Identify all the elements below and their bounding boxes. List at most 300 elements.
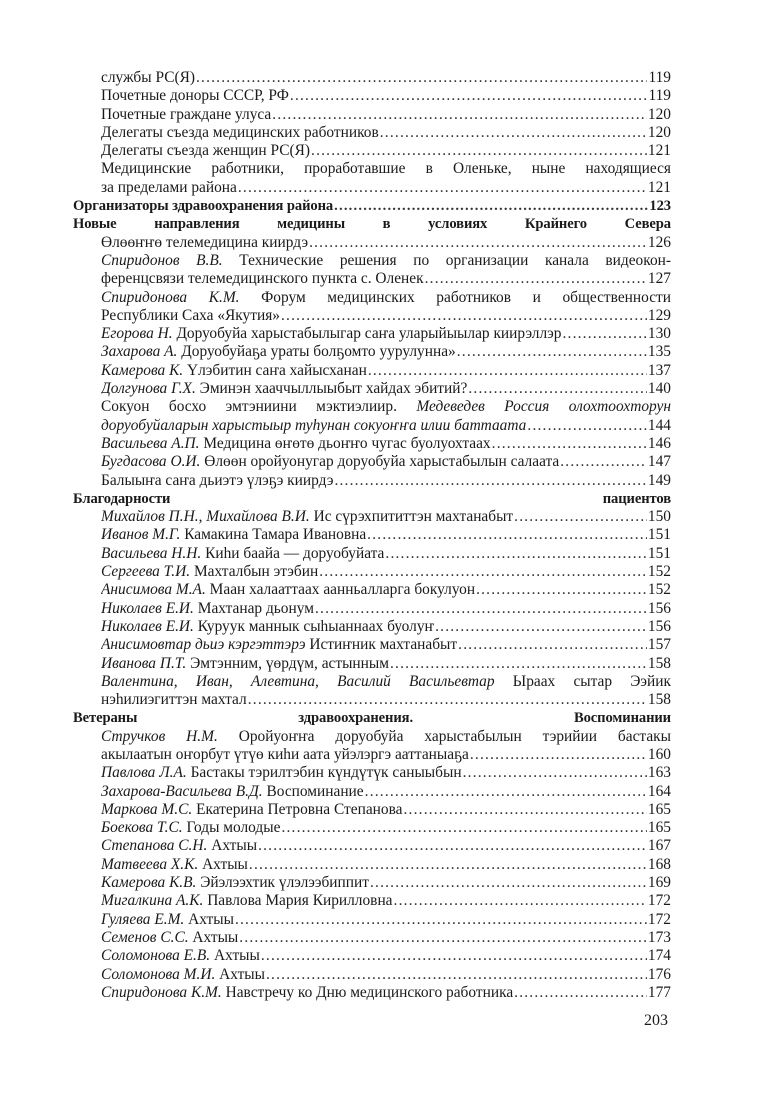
toc-title: Ахтыы — [202, 855, 248, 873]
toc-line — [101, 691, 671, 709]
dot-leader — [527, 417, 647, 435]
toc-line-text — [101, 380, 467, 398]
toc-author: Маркова М.С. — [101, 800, 193, 818]
toc-line-text — [101, 472, 333, 490]
toc-author: Иванов М.Г. — [101, 526, 181, 544]
toc-line-text — [101, 179, 237, 197]
toc-entry — [73, 728, 671, 765]
toc-entry — [73, 911, 671, 929]
toc-line — [101, 911, 671, 929]
toc-line — [101, 655, 671, 673]
toc-page-number: 163 — [647, 764, 671, 782]
toc-title: Куруук маннык сыһыаннаах буолуҥ — [197, 617, 435, 635]
toc-line — [101, 289, 671, 307]
toc-page-number: 177 — [647, 983, 671, 1001]
toc-title: Почетные граждане улуса — [101, 105, 272, 123]
toc-line — [101, 600, 671, 618]
toc-page-number: 135 — [647, 343, 671, 361]
toc-entry — [73, 636, 671, 654]
toc-line-text — [101, 892, 393, 910]
toc-author: Анисимовтар дьиэ кэргэттэрэ — [101, 636, 306, 654]
toc-title: Годы молодые — [186, 819, 281, 837]
toc-line — [101, 874, 671, 892]
toc-title: Үлэбитин саҥа хайысханан — [187, 361, 367, 379]
toc-page-number: 120 — [647, 123, 671, 141]
dot-leader — [258, 837, 647, 855]
toc-line-text — [101, 783, 364, 801]
toc-entry — [73, 508, 671, 526]
toc-author: Михайлов П.Н., Михайлова В.И. — [101, 508, 310, 526]
toc-title: Ахтыы — [214, 947, 260, 965]
toc-line-text — [101, 307, 280, 325]
toc-line-text — [101, 746, 469, 764]
toc-entry — [73, 966, 671, 984]
toc-entry — [73, 874, 671, 892]
toc-page-number: 158 — [647, 691, 671, 709]
toc-line-text — [101, 417, 526, 435]
toc-author: Спиридонова К.М. — [101, 288, 240, 306]
toc-author: Стручков Н.М. — [101, 727, 218, 745]
dot-leader — [281, 819, 646, 837]
toc-line-text — [101, 362, 367, 380]
dot-leader — [266, 966, 647, 984]
toc-page-number: 144 — [647, 416, 671, 434]
toc-title: Доруобуйаҕа ураты болҕомто уурулунна» — [181, 343, 456, 361]
toc-line-text — [101, 655, 389, 673]
toc-page-number: 158 — [647, 654, 671, 672]
toc-line-text — [101, 874, 369, 892]
toc-author: Валентина, Иван, Алевтина, Василий Васильевтар — [101, 672, 495, 690]
toc-line — [101, 728, 671, 746]
toc-author: Долгунова Г.Х. — [101, 380, 196, 398]
toc-page-number: 165 — [647, 819, 671, 837]
dot-leader — [514, 984, 647, 1002]
toc-line — [73, 709, 671, 727]
toc-line-text — [101, 911, 234, 929]
toc-line — [101, 252, 671, 270]
toc-section-heading — [73, 197, 671, 215]
toc-page-number: 121 — [647, 178, 671, 196]
toc-line-text — [101, 966, 265, 984]
dot-leader — [458, 636, 647, 654]
toc-line — [101, 581, 671, 599]
dot-leader — [385, 545, 647, 563]
toc-line — [101, 325, 671, 343]
toc-title: Ахтыы — [211, 837, 258, 855]
dot-leader — [235, 911, 647, 929]
toc-line — [73, 490, 671, 508]
toc-line — [101, 362, 671, 380]
toc-section-heading — [73, 709, 671, 727]
toc-entry — [73, 673, 671, 710]
toc-section-heading — [73, 215, 671, 233]
toc-author: Спиридонов В.В. — [101, 251, 223, 269]
dot-leader — [290, 87, 648, 105]
toc-line — [101, 636, 671, 654]
toc-author: Гуляева Е.М. — [101, 910, 185, 928]
toc-author: Боекова Т.С. — [101, 819, 183, 837]
toc-title: Ис сүрэхпититтэн махтанабыт — [313, 508, 514, 526]
toc-line — [101, 837, 671, 855]
dot-leader — [463, 764, 647, 782]
toc-line-text — [101, 289, 671, 306]
toc-line — [101, 966, 671, 984]
toc-line — [101, 307, 671, 325]
toc-author: Захарова А. — [101, 343, 178, 361]
toc-title: Эминэн хааччыллыыбыт хайдах эбитий? — [199, 380, 468, 398]
toc-author: Соломонова М.И. — [101, 965, 216, 983]
toc-page-number: 156 — [647, 617, 671, 635]
toc-page-number: 165 — [647, 800, 671, 818]
toc-line-text — [101, 124, 379, 142]
toc-line — [101, 783, 671, 801]
toc-title: Маан халааттаах аанньалларга бокулуон — [209, 581, 476, 599]
toc-line — [101, 106, 671, 124]
toc-author: Захарова-Васильева В.Д. — [101, 782, 263, 800]
toc-title: Новые направления медицины в условиях Крайнего Севера — [73, 216, 671, 233]
toc-title: Балыыҥа саҥа дьиэтэ үлэҕэ киирдэ — [101, 471, 334, 489]
toc-author: Егорова Н. — [101, 325, 173, 343]
dot-leader — [470, 746, 647, 764]
toc-entry — [73, 563, 671, 581]
toc-entry — [73, 325, 671, 343]
toc-author: Васильева Н.Н. — [101, 544, 202, 562]
dot-leader — [370, 874, 647, 892]
toc-author: Семенов С.С. — [101, 928, 189, 946]
toc-line-text — [101, 160, 671, 177]
toc-entry — [73, 435, 671, 453]
dot-leader — [239, 929, 647, 947]
toc-line-text — [101, 856, 248, 874]
toc-entry — [73, 106, 671, 124]
toc-author: Бугдасова О.И. — [101, 453, 201, 471]
toc-author: Николаев Е.И. — [101, 599, 194, 617]
toc-line — [101, 343, 671, 361]
toc-entry — [73, 362, 671, 380]
toc-entry — [73, 837, 671, 855]
toc-title: Ветераны здравоохранения. Воспоминании — [73, 710, 671, 727]
toc-author: Анисимова М.А. — [101, 581, 206, 599]
toc-author: Иванова П.Т. — [101, 654, 187, 672]
toc-page-number: 119 — [648, 87, 671, 105]
toc-page-number: 157 — [647, 636, 671, 654]
toc-title: Киһи баайа — доруобуйата — [205, 544, 385, 562]
toc-line-text — [101, 106, 271, 124]
toc-entry — [73, 289, 671, 326]
toc-line-text — [73, 710, 671, 726]
toc-page-number: 151 — [647, 544, 671, 562]
toc-page-number: 140 — [647, 380, 671, 398]
toc-line — [101, 270, 671, 288]
dot-leader — [514, 508, 647, 526]
dot-leader — [457, 343, 647, 361]
toc-line — [101, 124, 671, 142]
toc-line — [101, 87, 671, 105]
toc-page-number: 174 — [647, 947, 671, 965]
toc-line-text — [101, 270, 424, 288]
toc-title: Ахтыы — [192, 928, 239, 946]
toc-title: Сокуон босхо эмтэниини мэктиэлиир. — [101, 398, 397, 416]
toc-line-text — [101, 69, 195, 87]
toc-page-number: 146 — [647, 434, 671, 452]
toc-entry — [73, 142, 671, 160]
dot-leader — [334, 197, 648, 215]
toc-line — [101, 472, 671, 490]
toc-title: Бастакы тэрилтэбин күндүтүк саныыбын — [190, 764, 462, 782]
toc-page-number: 156 — [647, 599, 671, 617]
toc-page-number: 167 — [647, 837, 671, 855]
toc-entry — [73, 453, 671, 471]
toc-line-text — [101, 142, 310, 160]
toc-line-text — [73, 491, 671, 507]
toc-author: Камерова К. — [101, 361, 184, 379]
toc-line-text — [101, 673, 671, 690]
toc-entry — [73, 947, 671, 965]
toc-title: Эйэлээхтик үлэлээбиппит — [200, 874, 369, 892]
toc-page-number: 150 — [647, 508, 671, 526]
toc-title: Воспоминание — [266, 782, 364, 800]
toc-line — [101, 673, 671, 691]
toc-page-number: 127 — [647, 270, 671, 288]
toc-title: службы РС(Я) — [101, 69, 195, 86]
toc-entry — [73, 234, 671, 252]
toc-title: Истиҥник махтанабыт — [309, 636, 458, 654]
toc-line-text — [101, 801, 403, 819]
toc-page-number: 172 — [647, 892, 671, 910]
toc-page-number: 172 — [647, 910, 671, 928]
toc-line-text — [101, 618, 434, 636]
toc-author: Мигалкина А.К. — [101, 892, 204, 910]
toc-author: доруобуйаларын харыстыыр туһунан сокуоҥҥа илии баттаата — [101, 416, 527, 434]
toc-line — [101, 234, 671, 252]
toc-page-number: 137 — [647, 361, 671, 379]
dot-leader — [248, 691, 647, 709]
toc-entry — [73, 618, 671, 636]
toc-entry — [73, 160, 671, 197]
toc-page-number: 173 — [647, 928, 671, 946]
toc-entry — [73, 856, 671, 874]
toc-line — [101, 746, 671, 764]
dot-leader — [394, 892, 647, 910]
toc-page-number: 152 — [647, 581, 671, 599]
toc-title: Делегаты съезда женщин РС(Я) — [101, 142, 311, 160]
toc-author: Павлова Л.А. — [101, 764, 187, 782]
toc-entry — [73, 600, 671, 618]
toc-title: Махталбын этэбин — [193, 563, 319, 581]
toc-title: Делегаты съезда медицинских работников — [101, 123, 379, 141]
toc-line-text — [101, 234, 308, 252]
toc-line-text — [101, 819, 280, 837]
toc-line-text — [101, 252, 671, 269]
toc-line-text — [101, 526, 366, 544]
dot-leader — [319, 563, 647, 581]
toc-line — [101, 160, 671, 178]
toc-line — [101, 453, 671, 471]
toc-line-text — [101, 545, 384, 563]
toc-author: Камерова К.В. — [101, 874, 197, 892]
toc-page-number: 120 — [647, 105, 671, 123]
toc-page-number: 152 — [647, 563, 671, 581]
dot-leader — [261, 947, 647, 965]
toc-entry — [73, 69, 671, 87]
toc-entry — [73, 124, 671, 142]
toc-entry — [73, 343, 671, 361]
toc-line — [101, 142, 671, 160]
toc-line-text — [101, 508, 513, 526]
toc-title: Республики Саха «Якутия» — [101, 306, 280, 324]
toc-author: Николаев Е.И. — [101, 617, 194, 635]
toc-line-text — [101, 87, 289, 105]
dot-leader — [315, 600, 647, 618]
toc-line — [101, 417, 671, 435]
toc-author: Соломонова Е.В. — [101, 947, 211, 965]
dot-leader — [311, 142, 647, 160]
toc-entry — [73, 783, 671, 801]
toc-line — [101, 545, 671, 563]
toc-line-text — [101, 325, 561, 343]
dot-leader — [562, 325, 646, 343]
toc-line-text — [101, 929, 238, 947]
dot-leader — [281, 307, 647, 325]
dot-leader — [492, 435, 647, 453]
toc-title: Екатерина Петровна Степанова — [196, 800, 403, 818]
toc-title: Өлөөҥҥө телемедицина киирдэ — [101, 233, 309, 251]
dot-leader — [380, 124, 647, 142]
toc-line-text — [101, 728, 671, 745]
toc-page-number: 121 — [647, 142, 671, 160]
toc-page-number: 164 — [647, 782, 671, 800]
toc-page-number: 176 — [647, 965, 671, 983]
toc-line-text — [101, 343, 456, 361]
toc-entry — [73, 581, 671, 599]
toc-line — [101, 801, 671, 819]
dot-leader — [435, 618, 647, 636]
dot-leader — [249, 856, 647, 874]
dot-leader — [365, 783, 647, 801]
toc-title: Почетные доноры СССР, РФ — [101, 87, 289, 105]
dot-leader — [367, 526, 647, 544]
toc-line — [101, 526, 671, 544]
dot-leader — [272, 106, 647, 124]
toc-line — [73, 215, 671, 233]
dot-leader — [390, 655, 647, 673]
toc-title: Навстречу ко Дню медицинского работника — [225, 983, 514, 1001]
toc-page-number: 168 — [647, 855, 671, 873]
toc-title: Форум медицинских работников и общественности — [261, 288, 671, 306]
toc-line-text — [101, 837, 257, 855]
toc-line-text — [101, 563, 318, 581]
toc-entry — [73, 545, 671, 563]
toc-line — [101, 929, 671, 947]
toc-entry — [73, 87, 671, 105]
toc-title: Ыраах сытар Ээйик — [512, 672, 671, 690]
toc-title: Медицина өҥөтө дьоҥҥо чугас буолуохтаах — [203, 434, 491, 452]
toc-line-text — [101, 691, 247, 709]
toc-title: Доруобуйа харыстабылыгар саҥа уларыйыылар киирэллэр — [176, 325, 562, 343]
toc-title: Организаторы здравоохранения района — [73, 198, 334, 215]
toc-author: Матвеева Х.К. — [101, 855, 199, 873]
toc-line — [101, 984, 671, 1002]
toc-line — [101, 764, 671, 782]
toc-line-text — [101, 435, 491, 453]
toc-line-text — [101, 600, 314, 618]
toc-line — [101, 947, 671, 965]
toc-entry — [73, 764, 671, 782]
toc-title: Камакина Тамара Ивановна — [184, 526, 367, 544]
toc-title: за пределами района — [101, 178, 237, 196]
toc-entry — [73, 252, 671, 289]
toc-title: Эмтэнним, үөрдүм, астынным — [190, 654, 389, 672]
toc-author: Сергеева Т.И. — [101, 563, 191, 581]
toc-page-number: 160 — [647, 745, 671, 763]
toc-title: Павлова Мария Кирилловна — [207, 892, 393, 910]
toc-title: Өлөөн оройуонугар доруобуйа харыстабылын салаата — [204, 453, 560, 471]
dot-leader — [334, 472, 646, 490]
dot-leader — [238, 179, 647, 197]
toc-entry — [73, 380, 671, 398]
toc-line — [101, 435, 671, 453]
toc-line — [101, 69, 671, 87]
toc-line — [101, 856, 671, 874]
page-number: 203 — [644, 1012, 668, 1029]
toc-line — [101, 179, 671, 197]
toc-author: Спиридонова К.М. — [101, 983, 222, 1001]
toc-line — [101, 892, 671, 910]
toc-entry — [73, 892, 671, 910]
toc-entry — [73, 801, 671, 819]
toc-page-number: 149 — [647, 471, 671, 489]
dot-leader — [404, 801, 647, 819]
dot-leader — [560, 453, 647, 471]
toc-page-number: 119 — [648, 69, 671, 86]
toc-line-text — [101, 984, 513, 1002]
toc-section-heading — [73, 490, 671, 508]
table-of-contents — [73, 69, 671, 1002]
toc-entry — [73, 398, 671, 435]
toc-entry — [73, 655, 671, 673]
toc-author: Васильева А.П. — [101, 434, 200, 452]
toc-page-number: 169 — [647, 874, 671, 892]
toc-title: Махтанар дьонум — [197, 599, 314, 617]
toc-author: Медеведев Россия олохтоохторун — [416, 398, 671, 416]
toc-line-text — [101, 581, 475, 599]
toc-line-text — [101, 764, 462, 782]
toc-page-number: 123 — [649, 198, 671, 215]
toc-page-number: 147 — [647, 453, 671, 471]
toc-entry — [73, 472, 671, 490]
dot-leader — [309, 234, 647, 252]
toc-line — [101, 563, 671, 581]
toc-line — [101, 380, 671, 398]
dot-leader — [196, 69, 648, 87]
toc-line-text — [73, 197, 333, 215]
toc-page-number: 126 — [647, 233, 671, 251]
dot-leader — [425, 270, 647, 288]
toc-title: Ахтыы — [219, 965, 265, 983]
dot-leader — [468, 380, 647, 398]
toc-title: Оройуоҥҥа доруобуйа харыстабылын тэрийии бастакы — [238, 727, 671, 745]
toc-line-text — [73, 216, 671, 232]
toc-line — [101, 819, 671, 837]
toc-title: ференцсвязи телемедицинского пункта с. Оленек — [101, 270, 424, 288]
toc-title: нэһилиэгиттэн махтал — [101, 691, 247, 709]
toc-line-text — [101, 947, 260, 965]
toc-entry — [73, 929, 671, 947]
toc-line-text — [101, 398, 671, 415]
toc-line-text — [101, 453, 559, 471]
toc-page-number: 151 — [647, 526, 671, 544]
toc-entry — [73, 819, 671, 837]
